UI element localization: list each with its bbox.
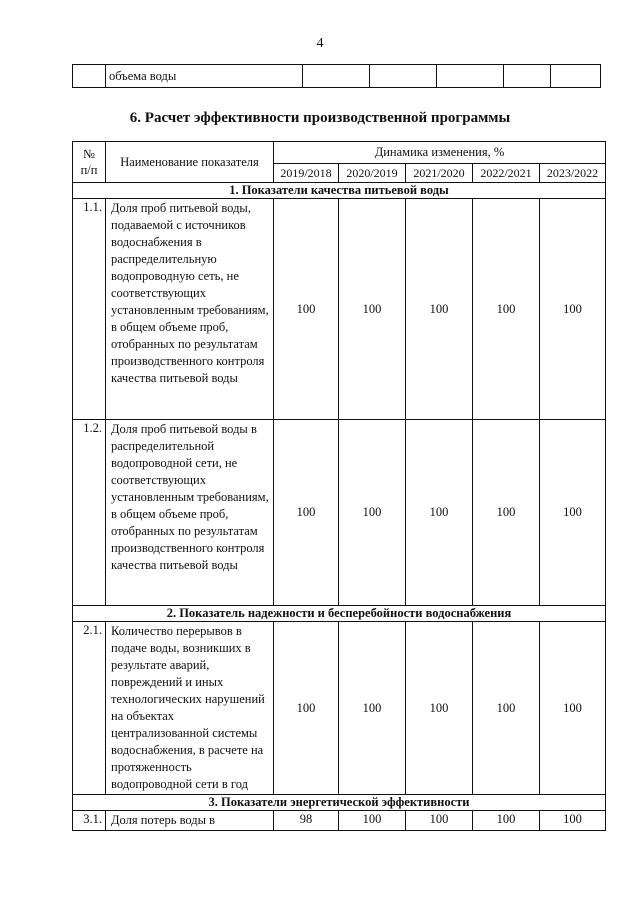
year-header: 2019/2018: [274, 164, 339, 183]
header-num: № п/п: [73, 142, 106, 183]
row-name: Доля проб питьевой воды, подаваемой с источников водоснабжения в распределительную водопроводную сеть, не соответствующих установленным требованиям, в общем объеме проб, отобранных по результатам производственного контроля качества питьевой воды: [106, 199, 274, 420]
row-value: 100: [473, 811, 540, 831]
row-value: 100: [473, 199, 540, 420]
row-value: 100: [274, 199, 339, 420]
header-dynamics: Динамика изменения, %: [274, 142, 606, 164]
row-num: 2.1.: [73, 622, 106, 795]
row-value: 100: [473, 420, 540, 606]
year-header: 2023/2022: [540, 164, 606, 183]
row-value: 100: [339, 811, 406, 831]
group-row: [73, 183, 606, 199]
row-name: Доля потерь воды в: [106, 811, 274, 831]
previous-table-fragment: [72, 64, 601, 88]
page-number: 4: [316, 36, 324, 51]
row-num: 3.1.: [73, 811, 106, 831]
year-header: 2021/2020: [406, 164, 473, 183]
table-row: [73, 811, 606, 831]
group-title: 1. Показатели качества питьевой воды: [73, 183, 606, 199]
year-header: 2020/2019: [339, 164, 406, 183]
row-value: 100: [274, 420, 339, 606]
row-value: 100: [339, 199, 406, 420]
row-value: 100: [339, 420, 406, 606]
row-value: 100: [406, 811, 473, 831]
efficiency-table: [72, 141, 606, 831]
section-title: 6. Расчет эффективности производственной программы: [129, 110, 511, 126]
row-value: 100: [540, 622, 606, 795]
row-num: 1.1.: [73, 199, 106, 420]
year-header: 2022/2021: [473, 164, 540, 183]
table-row: [73, 65, 601, 88]
row-value: 100: [540, 199, 606, 420]
table-row: [73, 420, 606, 606]
table-row: [73, 622, 606, 795]
row-name: Количество перерывов в подаче воды, возникших в результате аварий, повреждений и иных технологических нарушений на объектах централизованной системы водоснабжения, в расчете на протяженность водопроводной сети в год: [106, 622, 274, 795]
group-row: [73, 606, 606, 622]
row-value: 100: [406, 199, 473, 420]
row-name: Доля проб питьевой воды в распределительной водопроводной сети, не соответствующих установленным требованиям, в общем объеме проб, отобранных по результатам производственного контроля качества питьевой воды: [106, 420, 274, 606]
group-title: 2. Показатель надежности и бесперебойности водоснабжения: [73, 606, 606, 622]
group-title: 3. Показатели энергетической эффективности: [73, 795, 606, 811]
group-row: [73, 795, 606, 811]
row-value: 100: [473, 622, 540, 795]
row-value: 100: [406, 622, 473, 795]
row-value: 100: [540, 811, 606, 831]
row-value: 100: [540, 420, 606, 606]
header-row: [73, 142, 606, 164]
row-value: 100: [406, 420, 473, 606]
header-name: Наименование показателя: [106, 142, 274, 183]
row-value: 100: [339, 622, 406, 795]
cell-text: объема воды: [106, 65, 303, 88]
table-row: [73, 199, 606, 420]
row-num: 1.2.: [73, 420, 106, 606]
row-value: 100: [274, 622, 339, 795]
row-value: 98: [274, 811, 339, 831]
